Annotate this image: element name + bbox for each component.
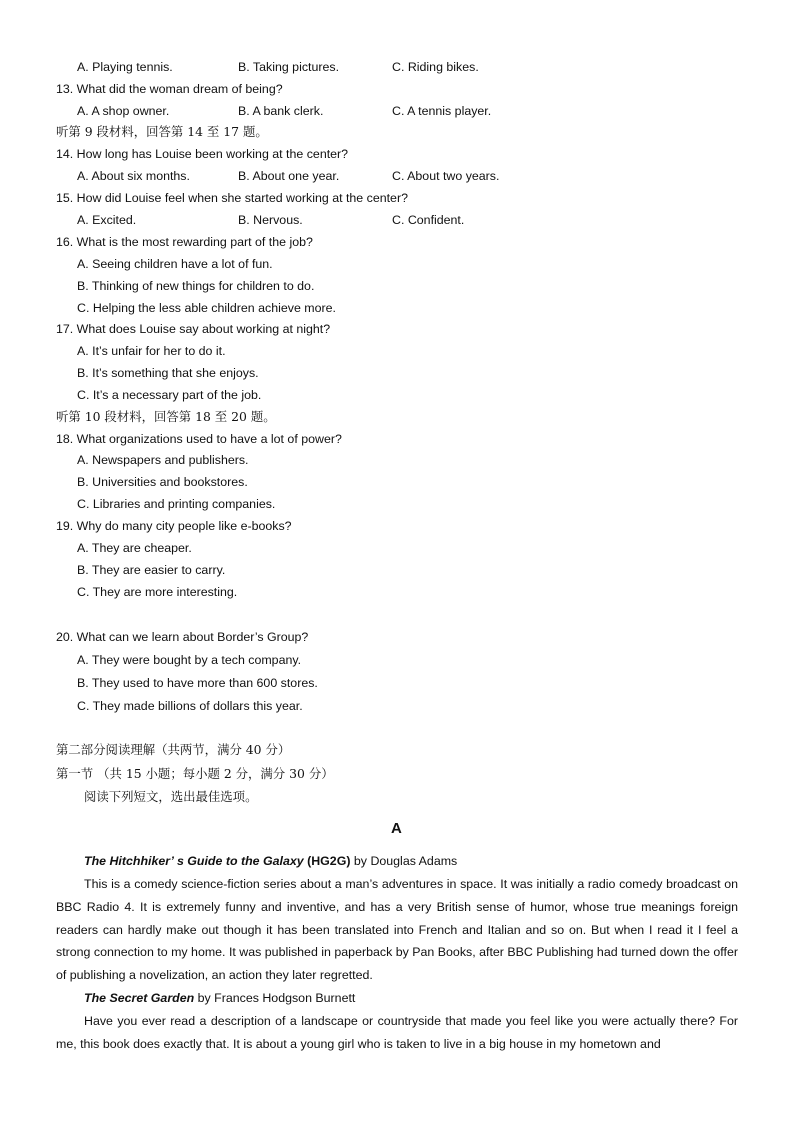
q13-option-b: B. A bank clerk. bbox=[238, 104, 324, 118]
q18-option-c: C. Libraries and printing companies. bbox=[77, 497, 276, 511]
q14-option-b: B. About one year. bbox=[238, 169, 340, 183]
q17-option-c: C. It’s a necessary part of the job. bbox=[77, 388, 262, 402]
part2-section1: 第一节 （共 15 小题；每小题 2 分，满分 30 分） bbox=[56, 766, 334, 781]
q14-option-c: C. About two years. bbox=[392, 169, 500, 183]
q17-option-a: A. It’s unfair for her to do it. bbox=[77, 344, 226, 358]
part2-instruction: 阅读下列短文，选出最佳选项。 bbox=[84, 789, 258, 804]
q19-option-b: B. They are easier to carry. bbox=[77, 563, 226, 577]
section9-heading: 听第 9 段材料，回答第 14 至 17 题。 bbox=[56, 124, 268, 139]
q15-option-a: A. Excited. bbox=[77, 213, 137, 227]
book2-author: by Frances Hodgson Burnett bbox=[194, 991, 356, 1005]
q16-option-b: B. Thinking of new things for children to do. bbox=[77, 279, 315, 293]
q17-option-b: B. It’s something that she enjoys. bbox=[77, 366, 259, 380]
section10-heading: 听第 10 段材料，回答第 18 至 20 题。 bbox=[56, 409, 276, 424]
q19-question: 19. Why do many city people like e-books? bbox=[56, 519, 292, 533]
q20-question: 20. What can we learn about Border’s Group? bbox=[56, 630, 309, 644]
q13-option-a: A. A shop owner. bbox=[77, 104, 170, 118]
q17-question: 17. What does Louise say about working at night? bbox=[56, 322, 331, 336]
q20-option-c: C. They made billions of dollars this year. bbox=[77, 699, 303, 713]
q12-option-c: C. Riding bikes. bbox=[392, 60, 479, 74]
q19-option-a: A. They are cheaper. bbox=[77, 541, 192, 555]
book1-author: by Douglas Adams bbox=[350, 854, 458, 868]
q13-option-c: C. A tennis player. bbox=[392, 104, 492, 118]
book1-abbr: (HG2G) bbox=[303, 854, 351, 868]
q16-question: 16. What is the most rewarding part of the job? bbox=[56, 235, 313, 249]
q18-option-a: A. Newspapers and publishers. bbox=[77, 453, 249, 467]
book1-title-line bbox=[84, 853, 457, 869]
q13-question: 13. What did the woman dream of being? bbox=[56, 82, 283, 96]
q15-option-b: B. Nervous. bbox=[238, 213, 303, 227]
book2-title: The Secret Garden bbox=[84, 991, 195, 1005]
q12-option-b: B. Taking pictures. bbox=[238, 60, 340, 74]
q16-option-a: A. Seeing children have a lot of fun. bbox=[77, 257, 273, 271]
q14-question: 14. How long has Louise been working at the center? bbox=[56, 147, 349, 161]
book1-paragraph: This is a comedy science-fiction series about a man’s adventures in space. It was initially a radio comedy broadcast on BBC Radio 4. It is extremely funny and inventive, and has a very British sense of humor, whose true meanings foreign readers can hardly make out though it has been translated into French and Italian and so on. But when I read it I feel a strong connection to my home. It was published in paperback by Pan Books, after BBC Publishing had turned down the offer of publishing a novelization, an action they later regretted. bbox=[56, 877, 738, 983]
q19-option-c: C. They are more interesting. bbox=[77, 585, 238, 599]
q15-question: 15. How did Louise feel when she started working at the center? bbox=[56, 191, 408, 205]
q20-option-a: A. They were bought by a tech company. bbox=[77, 653, 302, 667]
q18-question: 18. What organizations used to have a lot of power? bbox=[56, 432, 342, 446]
q16-option-c: C. Helping the less able children achieve more. bbox=[77, 301, 336, 315]
book2-paragraph: Have you ever read a description of a landscape or countryside that made you feel like you were actually there? For me, this book does exactly that. It is about a young girl who is taken to live in a big house in my hometown and bbox=[56, 1014, 738, 1051]
q12-option-a: A. Playing tennis. bbox=[77, 60, 173, 74]
part2-heading: 第二部分阅读理解（共两节，满分 40 分） bbox=[56, 742, 291, 757]
q14-option-a: A. About six months. bbox=[77, 169, 190, 183]
book1-title: The Hitchhiker’ s Guide to the Galaxy bbox=[84, 854, 304, 868]
q20-option-b: B. They used to have more than 600 stores. bbox=[77, 676, 318, 690]
q15-option-c: C. Confident. bbox=[392, 213, 465, 227]
book2-title-line bbox=[84, 990, 355, 1006]
passage-label: A bbox=[391, 820, 402, 837]
q18-option-b: B. Universities and bookstores. bbox=[77, 475, 248, 489]
